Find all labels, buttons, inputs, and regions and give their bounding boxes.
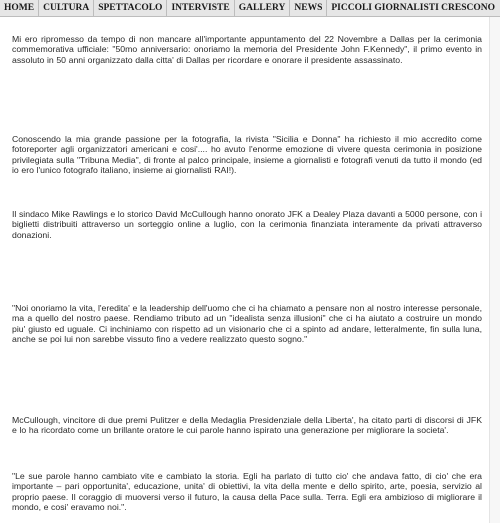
nav-item-news[interactable]: NEWS [290, 0, 327, 16]
article-paragraph: McCullough, vincitore di due premi Pulitzer e della Medaglia Presidenziale della Liberta', ha citato parti di discorsi di JFK e lo ha ricordato come un brillante oratore le cui parole hanno ispirato una generazione per migliorare la societa'. [12, 415, 482, 436]
nav-item-gallery[interactable]: GALLERY [235, 0, 291, 16]
vertical-scrollbar[interactable] [489, 17, 500, 523]
nav-item-spettacolo[interactable]: SPETTACOLO [94, 0, 167, 16]
article-paragraph: "Noi onoriamo la vita, l'eredita' e la leadership dell'uomo che ci ha chiamato a pensare non al nostro interesse personale, ma a quello del nostro paese. Rendiamo tributo ad un "idealista senza illusioni" che ci ha aiutato a costruire un mondo piu' giusto ed uguale. Ci inchiniamo con rispetto ad un visionario che ci a spinto ad andare, letteralmente, fin sulla luna, anche se poi lui non sarebbe vissuto fino a vedere realizzato questo sogno." [12, 303, 482, 345]
nav-item-home[interactable]: HOME [0, 0, 39, 16]
top-navigation-bar [0, 0, 500, 17]
nav-item-cultura[interactable]: CULTURA [39, 0, 94, 16]
article-paragraph: Conoscendo la mia grande passione per la fotografia, la rivista "Sicilia e Donna" ha richiesto il mio accredito come fotoreporter agli organizzatori americani e cosi'.... ho avuto l'enorme emozione di vivere questa cerimonia in posizione privilegiata sulla "Tribuna Media", di fronte al palco principale, insieme a giornalisti e fotografi venuti da tutto il mondo (ed io ero l'unico fotografo italiano, insieme ai giornalisti RAI!). [12, 134, 482, 176]
nav-item-interviste[interactable]: INTERVISTE [167, 0, 234, 16]
article-paragraph: Il sindaco Mike Rawlings e lo storico David McCullough hanno onorato JFK a Dealey Plaza davanti a 5000 persone, con i biglietti distribuiti attraverso un sorteggio online a luglio, con la cerimonia finanziata interamente da privati attraverso donazioni. [12, 209, 483, 240]
article-paragraph: "Le sue parole hanno cambiato vite e cambiato la storia. Egli ha parlato di tutto cio' che andava fatto, di cio' che era importante – pari opportunita', educazione, unita' di obiettivi, la vita della mente e dello spirito, arte, poesia, servizio al proprio paese. Il coraggio di muoversi verso il futuro, la causa della Pace sulla. Terra. Egli era ambizioso di migliorare il mondo, e cosi' eravamo noi.". [12, 471, 482, 513]
nav-item-piccoli-giornalisti-crescono[interactable]: PICCOLI GIORNALISTI CRESCONO [331, 3, 496, 13]
article-body [0, 17, 488, 523]
article-paragraph: Mi ero ripromesso da tempo di non mancare all'importante appuntamento del 22 Novembre a Dallas per la cerimonia commemorativa ufficiale: "50mo anniversario: onoriamo la memoria del Presidente John F.Kennedy", il primo evento in assoluto in 50 anni organizzato dalla citta' di Dallas per ricordare e onorare il presidente assassinato. [12, 34, 482, 65]
